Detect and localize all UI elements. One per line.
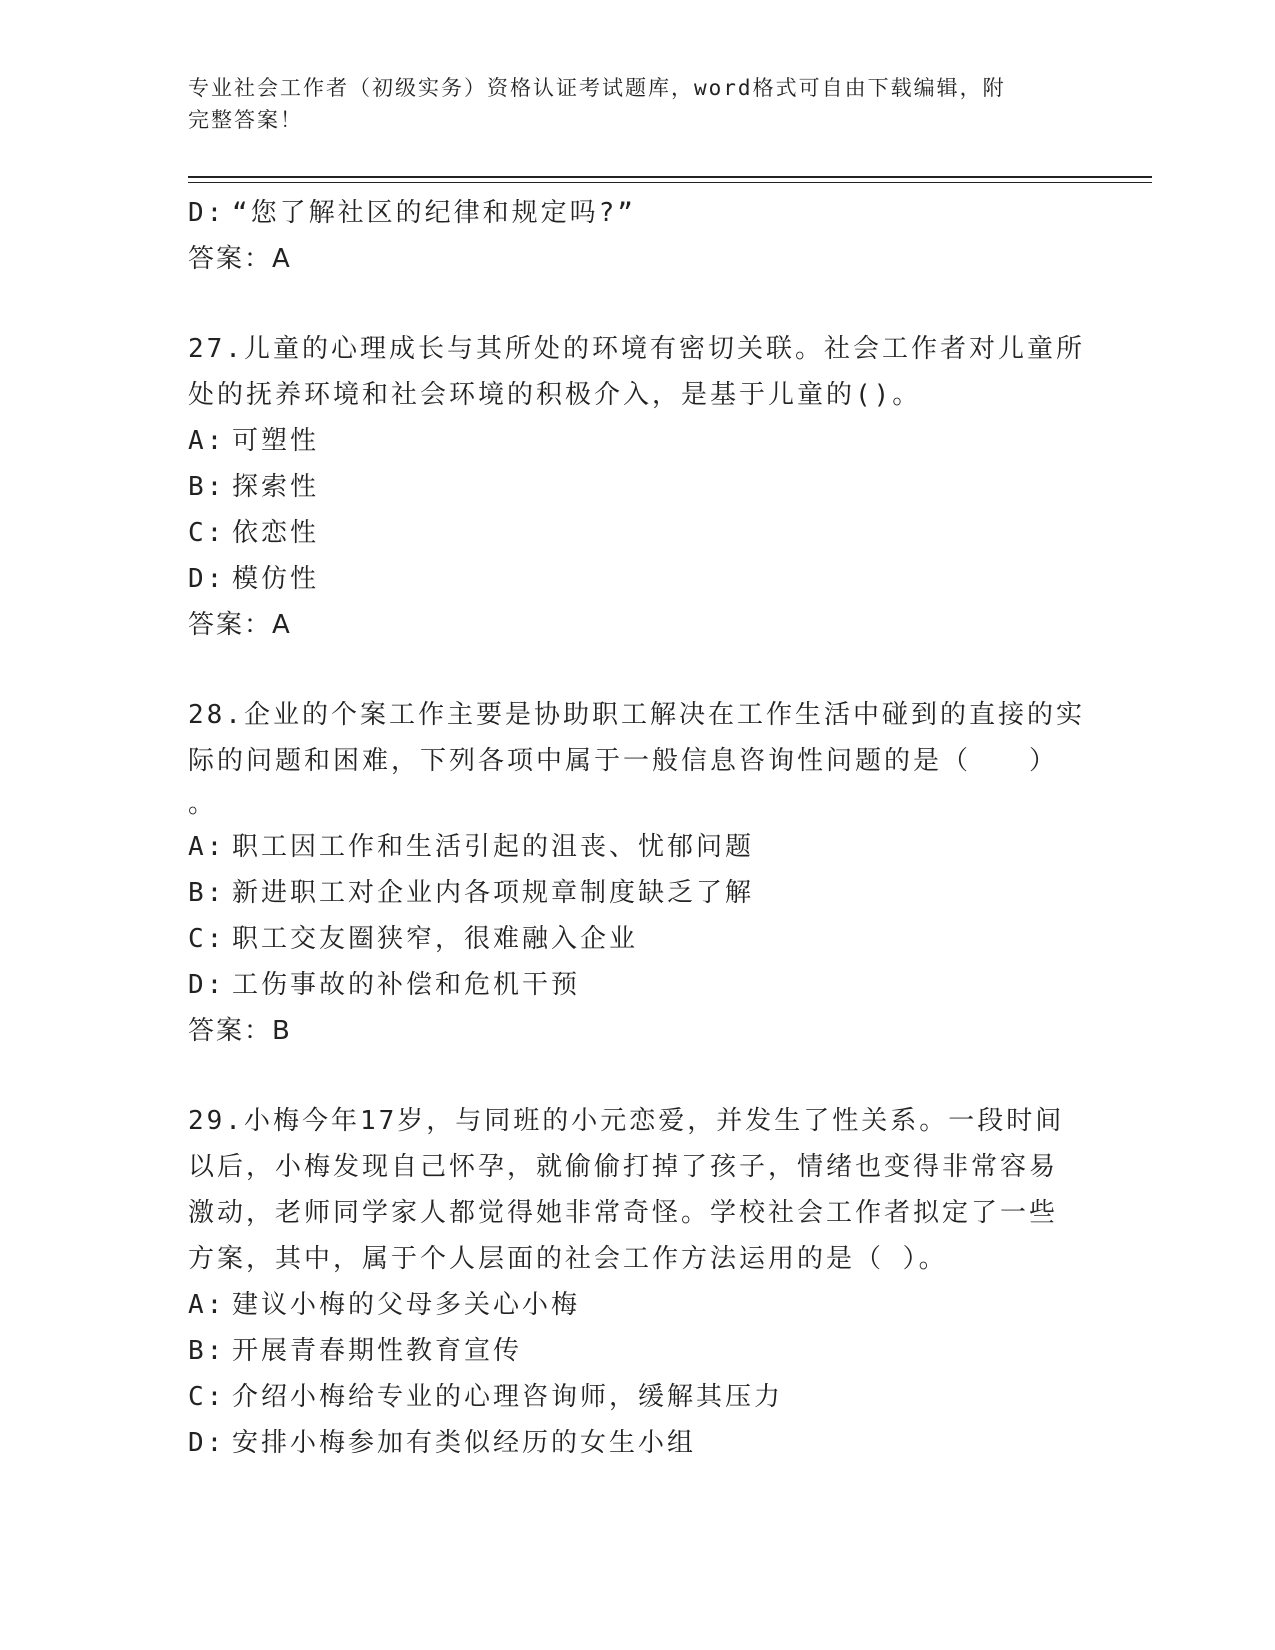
question-29 <box>188 1098 1088 1466</box>
question-stem-line: 29.小梅今年17岁，与同班的小元恋爱，并发生了性关系。一段时间 <box>188 1106 1065 1136</box>
question-stem-line: 际的问题和困难，下列各项中属于一般信息咨询性问题的是（ ） <box>188 746 1059 776</box>
option-letter: B: <box>188 472 226 502</box>
option-text: 职工因工作和生活引起的沮丧、忧郁问题 <box>232 832 755 862</box>
question-stem-line: 处的抚养环境和社会环境的积极介入，是基于儿童的()。 <box>188 380 922 410</box>
option-row <box>188 1374 1088 1420</box>
header-line-2: 完整答案！ <box>188 108 303 132</box>
option-row <box>188 1328 1088 1374</box>
option-letter: D: <box>188 564 226 594</box>
question-stem-line: 以后，小梅发现自己怀孕，就偷偷打掉了孩子，情绪也变得非常容易 <box>188 1152 1059 1182</box>
option-text: 可塑性 <box>232 426 320 456</box>
answer-line: 答案：A <box>188 610 292 640</box>
option-text: 职工交友圈狭窄，很难融入企业 <box>232 924 639 954</box>
option-text: 探索性 <box>232 472 320 502</box>
question-stem-line: 27.儿童的心理成长与其所处的环境有密切关联。社会工作者对儿童所 <box>188 334 1085 364</box>
answer-line: 答案：A <box>188 244 292 274</box>
header-divider-thick <box>188 176 1152 178</box>
option-text: 模仿性 <box>232 564 320 594</box>
question-stem-line: 28.企业的个案工作主要是协助职工解决在工作生活中碰到的直接的实 <box>188 700 1085 730</box>
option-text: 建议小梅的父母多关心小梅 <box>232 1290 581 1320</box>
question-stem-line: 。 <box>188 789 218 819</box>
option-letter: A: <box>188 1290 226 1320</box>
question-stem-line: 激动，老师同学家人都觉得她非常奇怪。学校社会工作者拟定了一些 <box>188 1198 1059 1228</box>
option-letter: D: <box>188 198 226 228</box>
option-letter: B: <box>188 878 226 908</box>
option-row <box>188 870 1088 916</box>
option-row <box>188 510 1088 556</box>
option-letter: C: <box>188 1382 226 1412</box>
option-letter: D: <box>188 1428 226 1458</box>
option-letter: C: <box>188 924 226 954</box>
answer-line: 答案：B <box>188 1016 292 1046</box>
option-row <box>188 962 1088 1008</box>
option-text: 依恋性 <box>232 518 320 548</box>
option-row <box>188 1420 1088 1466</box>
option-letter: A: <box>188 426 226 456</box>
option-text: 新进职工对企业内各项规章制度缺乏了解 <box>232 878 755 908</box>
option-letter: C: <box>188 518 226 548</box>
question-stem-line: 方案，其中，属于个人层面的社会工作方法运用的是（ ）。 <box>188 1244 948 1274</box>
header-divider-thin <box>188 182 1152 183</box>
option-row <box>188 1282 1088 1328</box>
option-row <box>188 916 1088 962</box>
question-28 <box>188 692 1088 1054</box>
option-row <box>188 418 1088 464</box>
question-27 <box>188 326 1088 648</box>
option-text: 介绍小梅给专业的心理咨询师，缓解其压力 <box>232 1382 784 1412</box>
option-letter: B: <box>188 1336 226 1366</box>
option-row <box>188 824 1088 870</box>
page-header <box>188 72 1068 136</box>
option-text: “您了解社区的纪律和规定吗?” <box>232 198 636 228</box>
option-row <box>188 556 1088 602</box>
option-text: 工伤事故的补偿和危机干预 <box>232 970 581 1000</box>
header-line-1: 专业社会工作者（初级实务）资格认证考试题库，word格式可自由下载编辑，附 <box>188 76 1006 100</box>
option-row <box>188 190 1088 236</box>
document-body <box>188 190 1088 1466</box>
option-letter: A: <box>188 832 226 862</box>
option-text: 安排小梅参加有类似经历的女生小组 <box>232 1428 697 1458</box>
option-row <box>188 464 1088 510</box>
option-letter: D: <box>188 970 226 1000</box>
option-text: 开展青春期性教育宣传 <box>232 1336 523 1366</box>
